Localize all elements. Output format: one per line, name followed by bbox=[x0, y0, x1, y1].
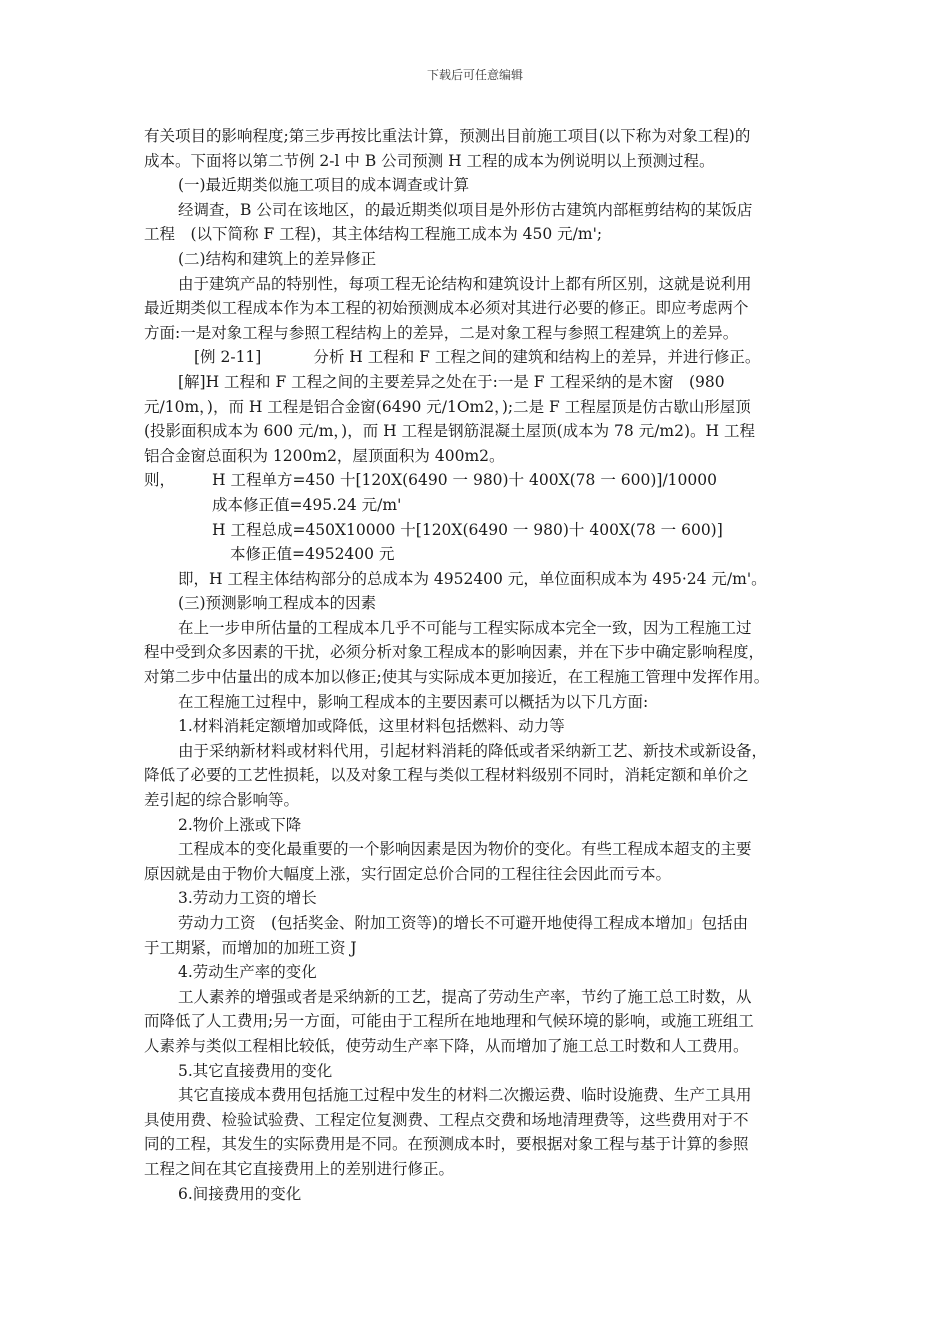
paragraph-line: 工人素养的增强或者是采纳新的工艺，提高了劳动生产率，节约了施工总工时数，从 bbox=[178, 987, 752, 1006]
paragraph-line: 差引起的综合影响等。 bbox=[144, 791, 300, 810]
paragraph-line: 对第二步中估量出的成本加以修正;使其与实际成本更加接近，在工程施工管理中发挥作用。 bbox=[144, 668, 770, 687]
paragraph-line: 原因就是由于物价大幅度上涨，实行固定总价合同的工程往往会因此而亏本。 bbox=[144, 864, 672, 883]
list-heading-6: 6.间接费用的变化 bbox=[178, 1184, 302, 1203]
paragraph-line: 由于建筑产品的特别性，每项工程无论结构和建筑设计上都有所区别，这就是说利用 bbox=[178, 274, 752, 293]
paragraph-line: 同的工程，其发生的实际费用是不同。在预测成本时，要根据对象工程与基于计算的参照 bbox=[144, 1135, 749, 1154]
paragraph-line: 在工程施工过程中，影响工程成本的主要因素可以概括为以下几方面: bbox=[178, 692, 649, 711]
paragraph-line: 工程成本的变化最重要的一个影响因素是因为物价的变化。有些工程成本超支的主要 bbox=[178, 840, 752, 859]
section-heading-3: (三)预测影响工程成本的因素 bbox=[178, 594, 377, 613]
paragraph-line: 劳动力工资 (包括奖金、附加工资等)的增长不可避开地使得工程成本增加」包括由 bbox=[178, 914, 749, 932]
paragraph-line: 降低了必要的工艺性损耗，以及对象工程与类似工程材料级别不同时，消耗定额和单价之 bbox=[144, 766, 749, 785]
example-text: 分析 H 工程和 F 工程之间的建筑和结构上的差异，并进行修正。 bbox=[313, 348, 761, 367]
document-body bbox=[144, 124, 824, 1206]
paragraph-line: 即，H 工程主体结构部分的总成本为 4952400 元，单位面积成本为 495·24 元/m'。 bbox=[178, 569, 767, 588]
page-header: 下载后可任意编辑 bbox=[426, 68, 523, 82]
example-label: [例 2-11] bbox=[194, 348, 262, 367]
paragraph-line: 成本。下面将以第二节例 2-l 中 B 公司预测 H 工程的成本为例说明以上预测过程。 bbox=[144, 151, 715, 170]
example-line bbox=[144, 345, 824, 370]
list-heading-2: 2.物价上涨或下降 bbox=[178, 815, 302, 834]
paragraph-line: 方面:一是对象工程与参照工程结构上的差异，二是对象工程与参照工程建筑上的差异。 bbox=[144, 323, 739, 342]
paragraph-line: 由于采纳新材料或材料代用，引起材料消耗的降低或者采纳新工艺、新技术或新设备， bbox=[178, 741, 768, 760]
list-heading-5: 5.其它直接费用的变化 bbox=[178, 1061, 333, 1080]
paragraph-line: 程中受到众多因素的干扰，必须分析对象工程成本的影响因素，并在下步中确定影响程度， bbox=[144, 643, 765, 662]
paragraph-line: 经调查，B 公司在该地区，的最近期类似项目是外形仿古建筑内部框剪结构的某饭店 bbox=[178, 200, 753, 219]
list-heading-1: 1.材料消耗定额增加或降低，这里材料包括燃料、动力等 bbox=[178, 717, 565, 736]
equation-line bbox=[144, 468, 824, 493]
list-heading-4: 4.劳动生产率的变化 bbox=[178, 963, 317, 982]
equation-line: H 工程总成=450X10000 十[120X(6490 一 980)十 400X(78 一 600)] bbox=[212, 520, 723, 539]
paragraph-line: 具使用费、检验试验费、工程定位复测费、工程点交费和场地清理费等，这些费用对于不 bbox=[144, 1110, 749, 1129]
paragraph-line: 工程之间在其它直接费用上的差别进行修正。 bbox=[144, 1159, 455, 1178]
equation-line: 本修正值=4952400 元 bbox=[230, 545, 395, 564]
paragraph-line: 元/10m，)，而 H 工程是铝合金窗(6490 元/1Om2，);二是 F 工程屋顶是仿古歇山形屋顶 bbox=[144, 397, 751, 416]
paragraph-line: 人素养与类似工程相比较低，使劳动生产率下降，从而增加了施工总工时数和人工费用。 bbox=[144, 1036, 749, 1055]
paragraph-line: 工程 (以下简称 F 工程)，其主体结构工程施工成本为 450 元/m'; bbox=[144, 225, 603, 244]
paragraph-line: 最近期类似工程成本作为本工程的初始预测成本必须对其进行必要的修正。即应考虑两个 bbox=[144, 299, 749, 318]
equation-prefix: 则， bbox=[144, 471, 176, 490]
paragraph-line: [解]H 工程和 F 工程之间的主要差异之处在于:一是 F 工程采纳的是木窗 (980 bbox=[178, 372, 725, 391]
paragraph-line: 而降低了人工费用;另一方面，可能由于工程所在地地理和气候环境的影响，或施工班组工 bbox=[144, 1012, 754, 1031]
list-heading-3: 3.劳动力工资的增长 bbox=[178, 889, 317, 908]
paragraph-line: (投影面积成本为 600 元/m，)，而 H 工程是钢筋混凝土屋顶(成本为 78 元/m2)。H 工程 bbox=[144, 422, 755, 441]
equation-text: H 工程单方=450 十[120X(6490 一 980)十 400X(78 一 600)]/10000 bbox=[212, 471, 717, 490]
section-heading-1: (一)最近期类似施工项目的成本调查或计算 bbox=[178, 176, 470, 195]
paragraph-line: 有关项目的影响程度;第三步再按比重法计算，预测出目前施工项目(以下称为对象工程)的 bbox=[144, 127, 751, 145]
paragraph-line: 于工期紧，而增加的加班工资 J bbox=[144, 938, 357, 957]
paragraph-line: 铝合金窗总面积为 1200m2，屋顶面积为 400m2。 bbox=[144, 446, 505, 465]
equation-line: 成本修正值=495.24 元/m' bbox=[212, 495, 402, 514]
paragraph-line: 在上一步申所估量的工程成本几乎不可能与工程实际成本完全一致，因为工程施工过 bbox=[178, 618, 752, 637]
section-heading-2: (二)结构和建筑上的差异修正 bbox=[178, 249, 377, 268]
paragraph-line: 其它直接成本费用包括施工过程中发生的材料二次搬运费、临时设施费、生产工具用 bbox=[178, 1086, 752, 1105]
